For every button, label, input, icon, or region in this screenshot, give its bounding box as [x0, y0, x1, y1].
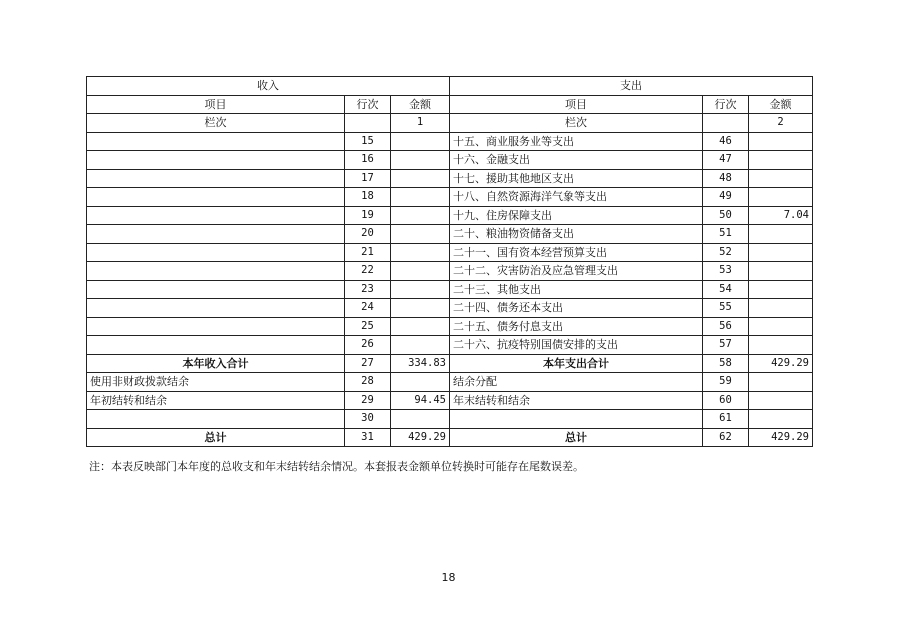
table-row [87, 151, 813, 170]
income-amount-cell [391, 336, 450, 355]
income-row-no-cell: 30 [345, 410, 391, 429]
expense-amount-cell: 7.04 [749, 206, 813, 225]
expense-row-no-header: 行次 [703, 95, 749, 114]
expense-item-cell: 二十一、国有资本经营预算支出 [450, 243, 703, 262]
income-row-no-cell: 25 [345, 317, 391, 336]
income-amount-header: 金额 [391, 95, 450, 114]
expense-row-no-cell: 58 [703, 354, 749, 373]
expense-amount-cell [749, 188, 813, 207]
income-row-no-cell: 26 [345, 336, 391, 355]
expense-item-cell: 十七、援助其他地区支出 [450, 169, 703, 188]
table-row [87, 225, 813, 244]
income-amount-cell: 334.83 [391, 354, 450, 373]
expense-amount-cell [749, 317, 813, 336]
expense-amount-cell: 429.29 [749, 428, 813, 447]
income-row-no-cell: 16 [345, 151, 391, 170]
income-row-no-cell: 27 [345, 354, 391, 373]
income-amount-cell [391, 262, 450, 281]
income-amount-cell [391, 132, 450, 151]
expense-amount-cell [749, 280, 813, 299]
table-row [87, 280, 813, 299]
income-amount-cell [391, 299, 450, 318]
income-item-cell [87, 132, 345, 151]
expense-item-cell: 十九、住房保障支出 [450, 206, 703, 225]
table-row [87, 317, 813, 336]
expense-row-no-cell: 57 [703, 336, 749, 355]
expense-row-no-cell: 55 [703, 299, 749, 318]
expense-item-cell: 结余分配 [450, 373, 703, 392]
expense-amount-cell [749, 132, 813, 151]
expense-row-no-cell: 56 [703, 317, 749, 336]
expense-item-cell: 总计 [450, 428, 703, 447]
expense-amount-cell [749, 151, 813, 170]
expense-row-no-cell: 51 [703, 225, 749, 244]
expense-amount-cell [749, 373, 813, 392]
income-column-no-label: 栏次 [87, 114, 345, 133]
income-amount-cell [391, 188, 450, 207]
income-amount-column-no: 1 [391, 114, 450, 133]
budget-table [86, 76, 813, 447]
income-amount-cell [391, 151, 450, 170]
income-item-cell [87, 299, 345, 318]
table-row [87, 262, 813, 281]
income-item-cell [87, 280, 345, 299]
income-item-cell [87, 243, 345, 262]
income-amount-cell: 94.45 [391, 391, 450, 410]
expense-item-cell: 十六、金融支出 [450, 151, 703, 170]
expense-row-no-cell: 46 [703, 132, 749, 151]
income-amount-cell [391, 373, 450, 392]
expense-amount-cell: 429.29 [749, 354, 813, 373]
expense-amount-cell [749, 243, 813, 262]
income-item-header: 项目 [87, 95, 345, 114]
table-row [87, 188, 813, 207]
expense-item-cell: 二十二、灾害防治及应急管理支出 [450, 262, 703, 281]
expense-item-cell: 二十六、抗疫特别国债安排的支出 [450, 336, 703, 355]
expense-amount-cell [749, 410, 813, 429]
expense-item-cell: 本年支出合计 [450, 354, 703, 373]
expense-amount-cell [749, 391, 813, 410]
income-row-no-cell: 19 [345, 206, 391, 225]
expense-item-cell: 二十四、债务还本支出 [450, 299, 703, 318]
expense-row-no-cell: 50 [703, 206, 749, 225]
expense-row-no-cell: 48 [703, 169, 749, 188]
expense-row-no-cell: 62 [703, 428, 749, 447]
footnote: 注：本表反映部门本年度的总收支和年末结转结余情况。本套报表金额单位转换时可能存在尾数误差。 [89, 460, 584, 473]
table-row [87, 410, 813, 429]
table-row [87, 391, 813, 410]
expense-amount-column-no: 2 [749, 114, 813, 133]
expense-column-no-blank [703, 114, 749, 133]
income-section-header: 收入 [87, 77, 450, 96]
income-row-no-cell: 31 [345, 428, 391, 447]
expense-row-no-cell: 54 [703, 280, 749, 299]
expense-row-no-cell: 53 [703, 262, 749, 281]
expense-item-cell [450, 410, 703, 429]
expense-item-cell: 二十三、其他支出 [450, 280, 703, 299]
income-column-no-blank [345, 114, 391, 133]
income-item-cell [87, 169, 345, 188]
header-row-sections [87, 77, 813, 96]
income-item-cell: 使用非财政拨款结余 [87, 373, 345, 392]
income-amount-cell [391, 243, 450, 262]
expense-amount-cell [749, 299, 813, 318]
income-row-no-cell: 23 [345, 280, 391, 299]
income-item-cell [87, 225, 345, 244]
header-row-columns [87, 95, 813, 114]
income-item-cell [87, 336, 345, 355]
income-item-cell [87, 317, 345, 336]
income-amount-cell [391, 410, 450, 429]
income-row-no-cell: 29 [345, 391, 391, 410]
income-amount-cell [391, 317, 450, 336]
income-amount-cell [391, 206, 450, 225]
income-item-cell: 年初结转和结余 [87, 391, 345, 410]
expense-row-no-cell: 49 [703, 188, 749, 207]
table-row [87, 243, 813, 262]
table-row [87, 169, 813, 188]
income-row-no-cell: 24 [345, 299, 391, 318]
table-row [87, 206, 813, 225]
income-item-cell [87, 206, 345, 225]
page-number: 18 [441, 571, 456, 584]
income-row-no-cell: 21 [345, 243, 391, 262]
income-item-cell [87, 410, 345, 429]
expense-row-no-cell: 59 [703, 373, 749, 392]
income-row-no-header: 行次 [345, 95, 391, 114]
expense-row-no-cell: 61 [703, 410, 749, 429]
income-row-no-cell: 22 [345, 262, 391, 281]
income-amount-cell [391, 225, 450, 244]
income-item-cell: 本年收入合计 [87, 354, 345, 373]
income-row-no-cell: 17 [345, 169, 391, 188]
table-row [87, 299, 813, 318]
income-item-cell [87, 188, 345, 207]
header-row-column-numbers [87, 114, 813, 133]
income-row-no-cell: 18 [345, 188, 391, 207]
expense-item-cell: 年末结转和结余 [450, 391, 703, 410]
expense-amount-cell [749, 169, 813, 188]
income-item-cell: 总计 [87, 428, 345, 447]
expense-row-no-cell: 52 [703, 243, 749, 262]
expense-item-cell: 十八、自然资源海洋气象等支出 [450, 188, 703, 207]
expense-item-cell: 二十、粮油物资储备支出 [450, 225, 703, 244]
expense-item-cell: 二十五、债务付息支出 [450, 317, 703, 336]
income-amount-cell [391, 280, 450, 299]
income-row-no-cell: 28 [345, 373, 391, 392]
expense-item-header: 项目 [450, 95, 703, 114]
total-row [87, 428, 813, 447]
table-row [87, 336, 813, 355]
expense-row-no-cell: 60 [703, 391, 749, 410]
income-item-cell [87, 151, 345, 170]
expense-column-no-label: 栏次 [450, 114, 703, 133]
table-row [87, 132, 813, 151]
subtotal-row [87, 354, 813, 373]
income-item-cell [87, 262, 345, 281]
table-row [87, 373, 813, 392]
expense-row-no-cell: 47 [703, 151, 749, 170]
expense-amount-cell [749, 225, 813, 244]
income-amount-cell: 429.29 [391, 428, 450, 447]
expense-amount-cell [749, 262, 813, 281]
expense-section-header: 支出 [450, 77, 813, 96]
income-row-no-cell: 15 [345, 132, 391, 151]
expense-item-cell: 十五、商业服务业等支出 [450, 132, 703, 151]
expense-amount-header: 金额 [749, 95, 813, 114]
income-amount-cell [391, 169, 450, 188]
expense-amount-cell [749, 336, 813, 355]
income-row-no-cell: 20 [345, 225, 391, 244]
